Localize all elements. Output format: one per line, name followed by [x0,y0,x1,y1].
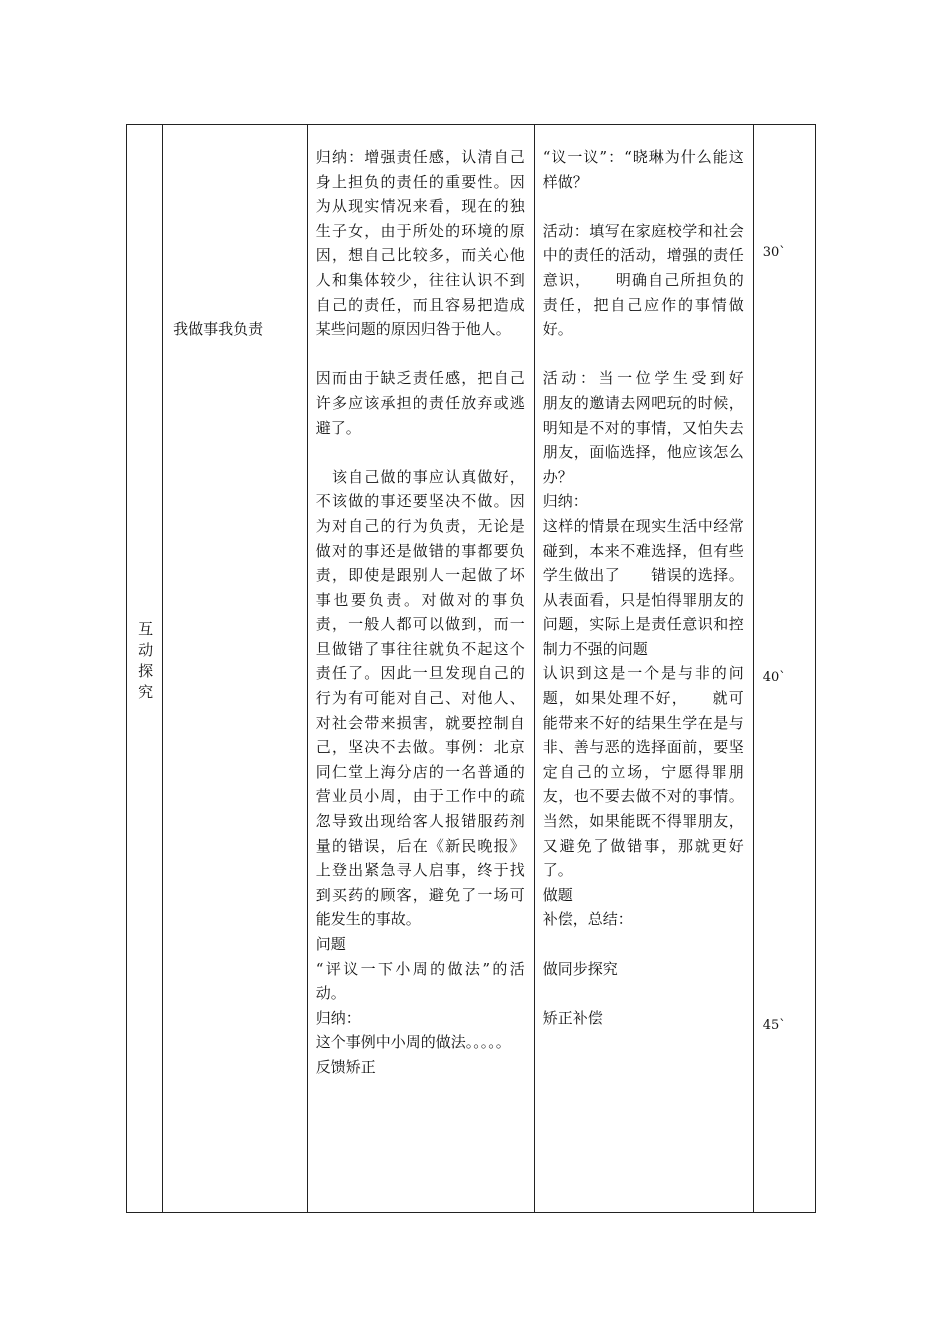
student-paragraph: 矫正补偿 [542,1008,603,1027]
lesson-plan-table [126,124,816,1213]
time-label: 45` [762,1018,786,1033]
student-paragraph: 这样的情景在现实生活中经常碰到，本来不难选择，但有些学生做出了 错误的选择。从表面看，只是怕得罪朋友的问题，实际上是责任意识和控制力不强的问题 [542,516,744,658]
time-label: 30` [762,245,786,260]
student-paragraph: 做同步探究 [542,959,618,978]
teacher-paragraph: 归纳：增强责任感，认清自己身上担负的责任的重要性。因为从现实情况来看，现在的独生子女，由于所处的环境的原因，想自己比较多，而关心他人和集体较少，往往认识不到自己的责任，而且容易把造成某些问题的原因归咎于他人。 [315,148,525,339]
teacher-paragraph: 该自己做的事应认真做好，不该做的事还要坚决不做。因为对自己的行为负责，无论是做对的事还是做错的事都要负责，即使是跟别人一起做了坏事也要负责。对做对的事负责，一般人都可以做到，而一旦做错了事往往就负不起这个责任了。因此一旦发现自己的行为有可能对自己、对他人、对社会带来损害，就要控制自己，坚决不去做。事例：北京同仁堂上海分店的一名普通的营业员小周，由于工作中的疏忽导致出现给客人报错服药剂量的错误，后在《新民晚报》上登出紧急寻人启事，终于找到买药的顾客，避免了一场可能发生的事故。 [315,467,525,929]
student-paragraph: 补偿，总结： [542,910,633,929]
stage-cell [127,125,163,1213]
student-paragraph: “议一议”：“晓琳为什么能这样做？ [542,148,744,191]
student-paragraph: 活动：当一位学生受到好 朋友的邀请去网吧玩的时候，明知是不对的事情，又怕失去朋友，面临选择，他应该怎么办？ [542,369,774,486]
topic-cell [163,125,308,1213]
teacher-paragraph: 这个事例中小周的做法。。。。。 [315,1033,511,1052]
student-paragraph: 做题 [542,885,573,904]
topic-label: 我做事我负责 [173,320,264,338]
teacher-activity-cell [307,125,534,1213]
teacher-paragraph: 因而由于缺乏责任感，把自己许多应该承担的责任放弃或逃避了。 [315,369,525,437]
teacher-paragraph: “评议一下小周的做法”的活动。 [315,959,525,1003]
time-label: 40` [762,670,786,685]
table-row [127,125,816,1213]
teacher-paragraph: 反馈矫正 [315,1057,376,1076]
stage-label: 互动探究 [136,621,155,705]
summary-label: 归纳： [315,1008,361,1027]
time-cell [753,125,815,1213]
question-label: 问题 [315,935,346,953]
summary-label: 归纳： [542,492,588,511]
student-paragraph: 认识到这是一个是与非的问题，如果处理不好， 就可能带来不好的结果生学在是与非、善与恶的选择面前，要坚定自己的立场，宁愿得罪朋友，也不要去做不对的事情。当然，如果能既不得罪朋友，又避免了做错事，那就更好了。 [542,664,744,880]
student-paragraph: 活动：填写在家庭校学和社会中的责任的活动，增强的责任意识， 明确自己所担负的责任，把自己应作的事情做好。 [542,221,744,339]
